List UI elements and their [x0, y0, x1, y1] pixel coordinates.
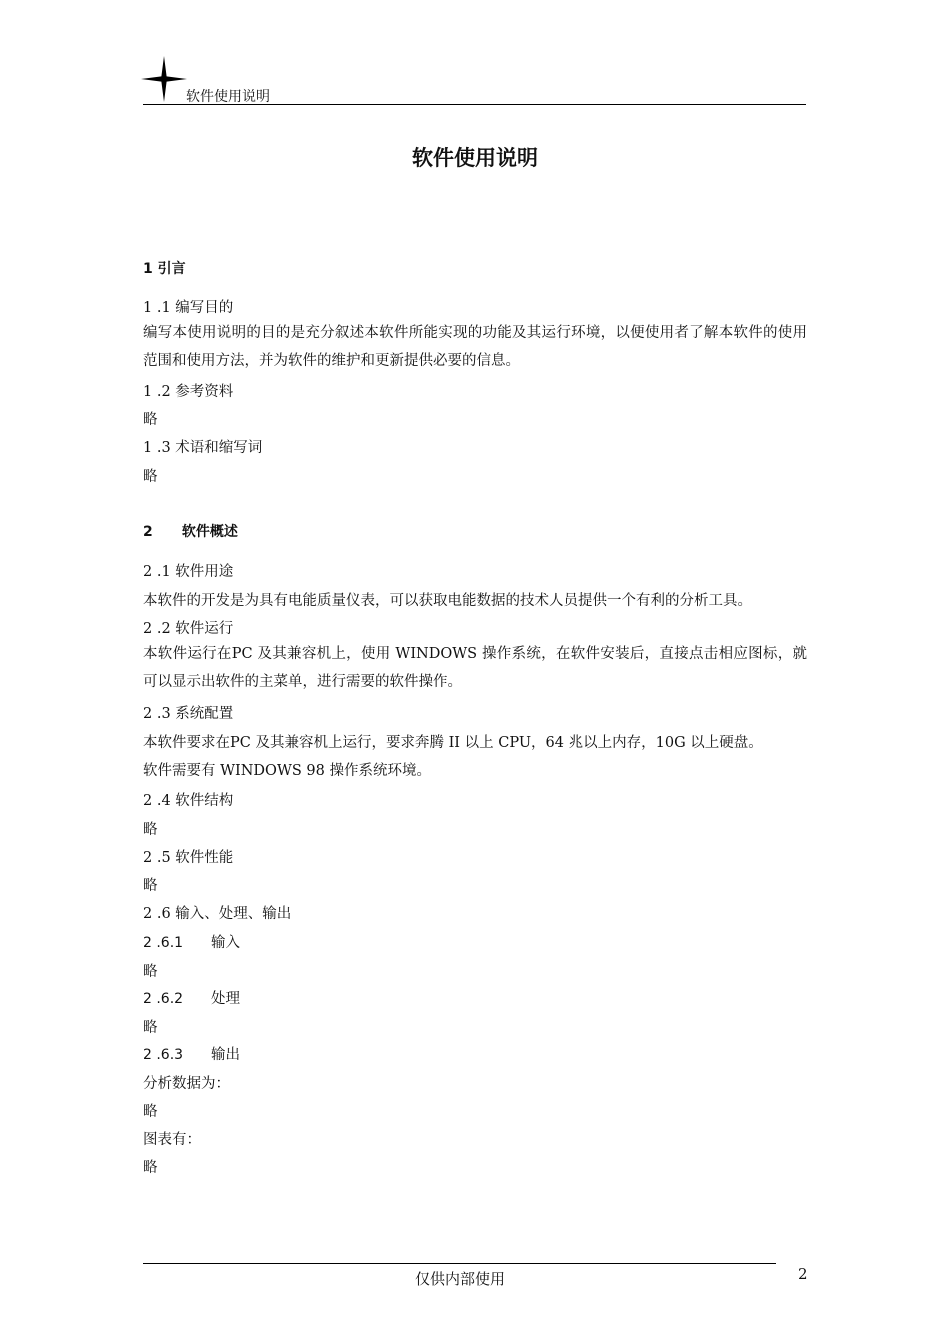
page-number: 2: [798, 1265, 808, 1283]
subsection-2-6-3-title: 输出: [211, 1047, 240, 1063]
subsection-2-5-body: 略: [143, 878, 158, 894]
subsection-2-1-label: 2 .1 软件用途: [143, 564, 234, 580]
subsection-2-6-2-heading: [143, 987, 240, 1008]
section-1-heading: [143, 258, 186, 278]
subsection-2-2-body: 本软件运行在PC 及其兼容机上，使用 WINDOWS 操作系统，在软件安装后，直接点击相应图标，就可以显示出软件的主菜单，进行需要的软件操作。: [143, 646, 807, 690]
subsection-2-6-3-line-1: 分析数据为：: [143, 1076, 230, 1092]
subsection-2-6-2-title: 处理: [211, 991, 240, 1007]
subsection-1-2-body: 略: [143, 412, 158, 428]
subsection-2-6-2-body: 略: [143, 1020, 158, 1036]
subsection-2-6-1-title: 输入: [211, 935, 240, 951]
subsection-2-4-label: 2 .4 软件结构: [143, 793, 234, 809]
subsection-2-6-3-line-2: 略: [143, 1104, 158, 1120]
subsection-2-6-1-heading: [143, 931, 240, 952]
subsection-2-6-label: 2 .6 输入、处理、输出: [143, 906, 292, 922]
subsection-2-6-3-line-4: 略: [143, 1160, 158, 1176]
subsection-2-6-3-heading: [143, 1043, 240, 1064]
subsection-2-1-body: 本软件的开发是为具有电能质量仪表，可以获取电能数据的技术人员提供一个有利的分析工具。: [143, 593, 752, 609]
section-2-number: 2: [143, 524, 153, 540]
subsection-2-3-label: 2 .3 系统配置: [143, 706, 234, 722]
star-logo-icon: [141, 56, 187, 102]
subsection-2-4-body: 略: [143, 822, 158, 838]
subsection-1-1-label: 1 .1 编写目的: [143, 300, 234, 316]
page-title: 软件使用说明: [412, 146, 538, 170]
subsection-2-3-body-2: 软件需要有 WINDOWS 98 操作系统环境。: [143, 763, 431, 779]
subsection-2-6-1-number: 2 .6.1: [143, 935, 184, 951]
subsection-2-6-2-number: 2 .6.2: [143, 991, 184, 1007]
header-title: 软件使用说明: [186, 89, 270, 105]
section-2-heading: [143, 521, 238, 541]
subsection-1-3-label: 1 .3 术语和缩写词: [143, 440, 263, 456]
subsection-1-1-body: 编写本使用说明的目的是充分叙述本软件所能实现的功能及其运行环境，以便使用者了解本软件的使用范围和使用方法，并为软件的维护和更新提供必要的信息。: [143, 325, 807, 369]
section-2-title: 软件概述: [181, 524, 238, 540]
subsection-1-2-label: 1 .2 参考资料: [143, 384, 234, 400]
subsection-2-6-3-line-3: 图表有：: [143, 1132, 201, 1148]
subsection-2-6-1-body: 略: [143, 964, 158, 980]
footer-divider: [143, 1263, 776, 1264]
section-1-number: 1: [143, 261, 153, 277]
subsection-2-5-label: 2 .5 软件性能: [143, 850, 234, 866]
subsection-2-6-3-number: 2 .6.3: [143, 1047, 184, 1063]
subsection-2-3-body-1: 本软件要求在PC 及其兼容机上运行，要求奔腾 II 以上 CPU，64 兆以上内存，10G 以上硬盘。: [143, 735, 763, 751]
subsection-2-2-label: 2 .2 软件运行: [143, 621, 234, 637]
footer-note: 仅供内部使用: [414, 1270, 505, 1288]
subsection-1-3-body: 略: [143, 469, 158, 485]
section-1-title: 引言: [157, 261, 186, 277]
header-divider: [143, 104, 806, 105]
